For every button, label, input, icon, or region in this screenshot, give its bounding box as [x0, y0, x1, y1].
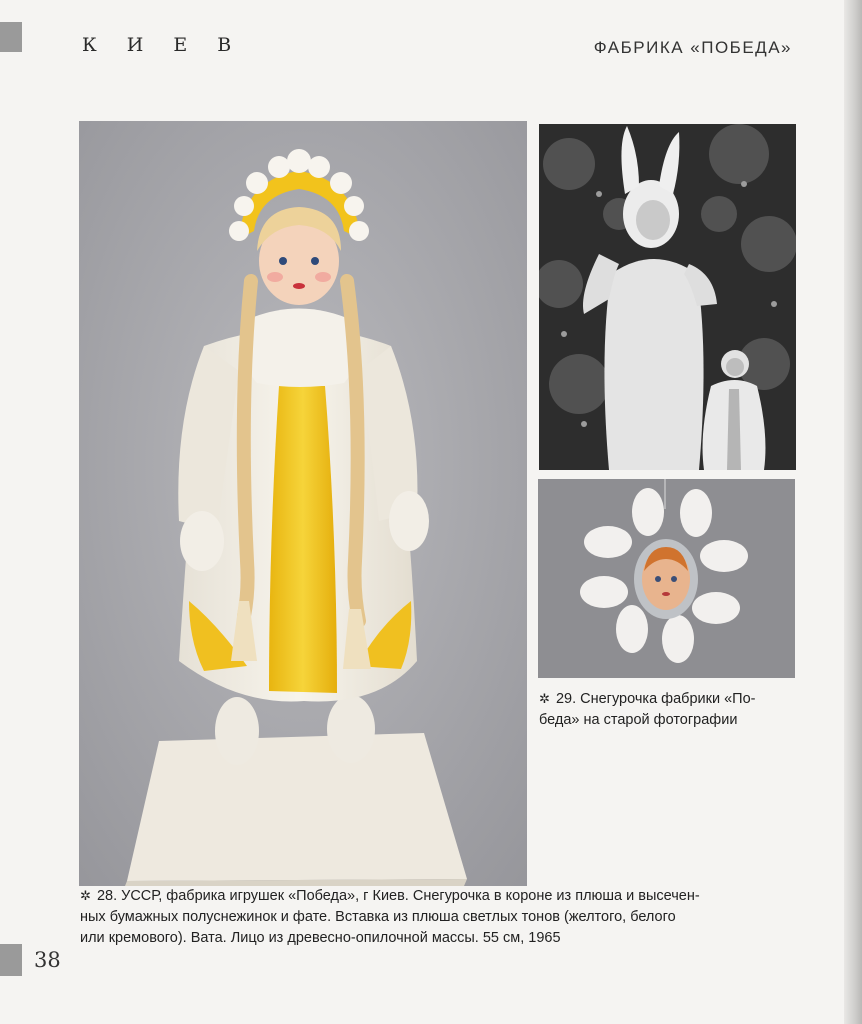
photo-old-black-and-white — [539, 124, 796, 470]
caption-28-line-1 — [80, 885, 785, 907]
caption-figure-29 — [539, 688, 789, 731]
page-number: 38 — [34, 948, 61, 972]
photo-snowflake-ornament — [538, 479, 795, 678]
caption-29-line-2: беда» на старой фотографии — [539, 712, 738, 728]
book-gutter-shadow — [844, 0, 862, 1024]
running-header-city: К И Е В — [82, 34, 244, 56]
caption-figure-28 — [80, 885, 785, 949]
caption-snowflake-marker-icon: ✲ — [80, 888, 91, 903]
caption-28-text-1: 28. УССР, фабрика игрушек «Победа», г Киев. Снегурочка в короне из плюша и высечен- — [96, 888, 700, 904]
caption-29-line-1 — [539, 688, 789, 710]
running-header-factory: ФАБРИКА «ПОБЕДА» — [593, 38, 792, 57]
photo-snegurochka-figure — [79, 121, 527, 886]
caption-28-line-3: или кремового). Вата. Лицо из древесно-опилочной массы. 55 см, 1965 — [80, 930, 561, 946]
caption-29-text-1: 29. Снегурочка фабрики «По- — [555, 691, 756, 707]
caption-snowflake-marker-icon: ✲ — [539, 691, 550, 706]
caption-28-line-2: ных бумажных полуснежинок и фате. Вставка из плюша светлых тонов (желтого, белого — [80, 909, 676, 925]
page-edge-marker-top — [0, 22, 22, 52]
page-edge-marker-bottom — [0, 944, 22, 976]
